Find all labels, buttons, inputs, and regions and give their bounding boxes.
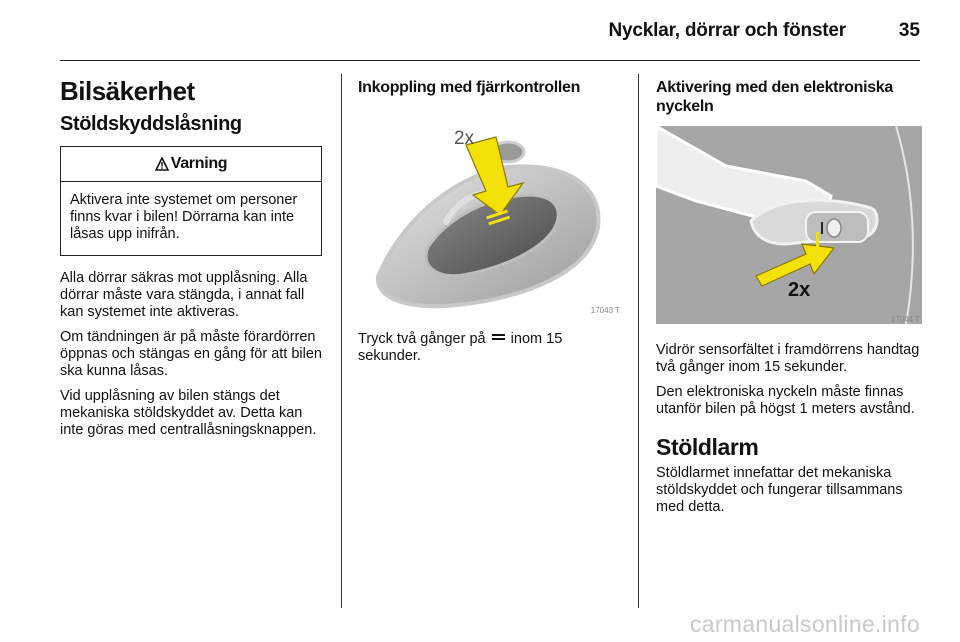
header-divider (60, 60, 920, 61)
paragraph: Om tändningen är på måste förardörren öppnas och stängas en gång för att bilen ska kunna låsas. (60, 329, 322, 379)
page-number: 35 (898, 20, 920, 41)
section-heading: Aktivering med den elektroniska nyckeln (656, 79, 894, 116)
remote-key-illustration (358, 107, 622, 315)
section-heading: Inkoppling med fjärrkontrollen (358, 79, 581, 96)
column-3 (656, 74, 922, 524)
warning-triangle-icon (155, 157, 169, 171)
door-handle-illustration (656, 126, 922, 324)
instruction-text-after: inom 15 sekunder. (358, 331, 563, 365)
paragraph: Vidrör sensorfältet i framdörrens handtag två gånger inom 15 sekunder. (656, 342, 920, 376)
paragraph: Den elektroniska nyckeln måste finnas utanför bilen på högst 1 meters avstånd. (656, 384, 915, 418)
figure-code: 17043 T (590, 306, 620, 316)
instruction-text-before: Tryck två gånger på (358, 331, 486, 348)
press-twice-label: 2x (454, 128, 475, 150)
warning-title: Varning (170, 155, 228, 172)
column-2 (358, 74, 622, 373)
section-heading: Bilsäkerhet (60, 76, 195, 106)
warning-header (61, 147, 321, 182)
column-divider-1 (341, 74, 342, 608)
lock-button-icon (492, 334, 505, 340)
paragraph: Alla dörrar säkras mot upplåsning. Alla dörrar måste vara stängda, i annat fall kan systemet inte aktiveras. (60, 270, 308, 320)
warning-text: Aktivera inte systemet om personer finns kvar i bilen! Dörrarna kan inte låsas upp inifrån. (70, 192, 298, 242)
warning-box (60, 146, 322, 256)
page-header-title: Nycklar, dörrar och fönster (608, 20, 846, 41)
door-handle-drawing (656, 126, 922, 324)
remote-key-drawing (358, 107, 622, 315)
subsection-heading: Stöldlarm (656, 434, 759, 461)
subsection-heading: Stöldskyddslåsning (60, 113, 242, 135)
watermark: carmanualsonline.info (689, 611, 920, 637)
paragraph: Stöldlarmet innefattar det mekaniska stöldskyddet och fungerar tillsammans med detta. (656, 465, 903, 516)
column-divider-2 (638, 74, 639, 608)
warning-body (61, 182, 321, 255)
figure-code: 17044 T (890, 315, 920, 325)
instruction-text (358, 331, 622, 365)
column-1 (60, 74, 322, 447)
touch-twice-label: 2x (788, 279, 811, 302)
paragraph: Vid upplåsning av bilen stängs det mekaniska stöldskyddet av. Detta kan inte göras med centrallåsningsknappen. (60, 388, 317, 438)
